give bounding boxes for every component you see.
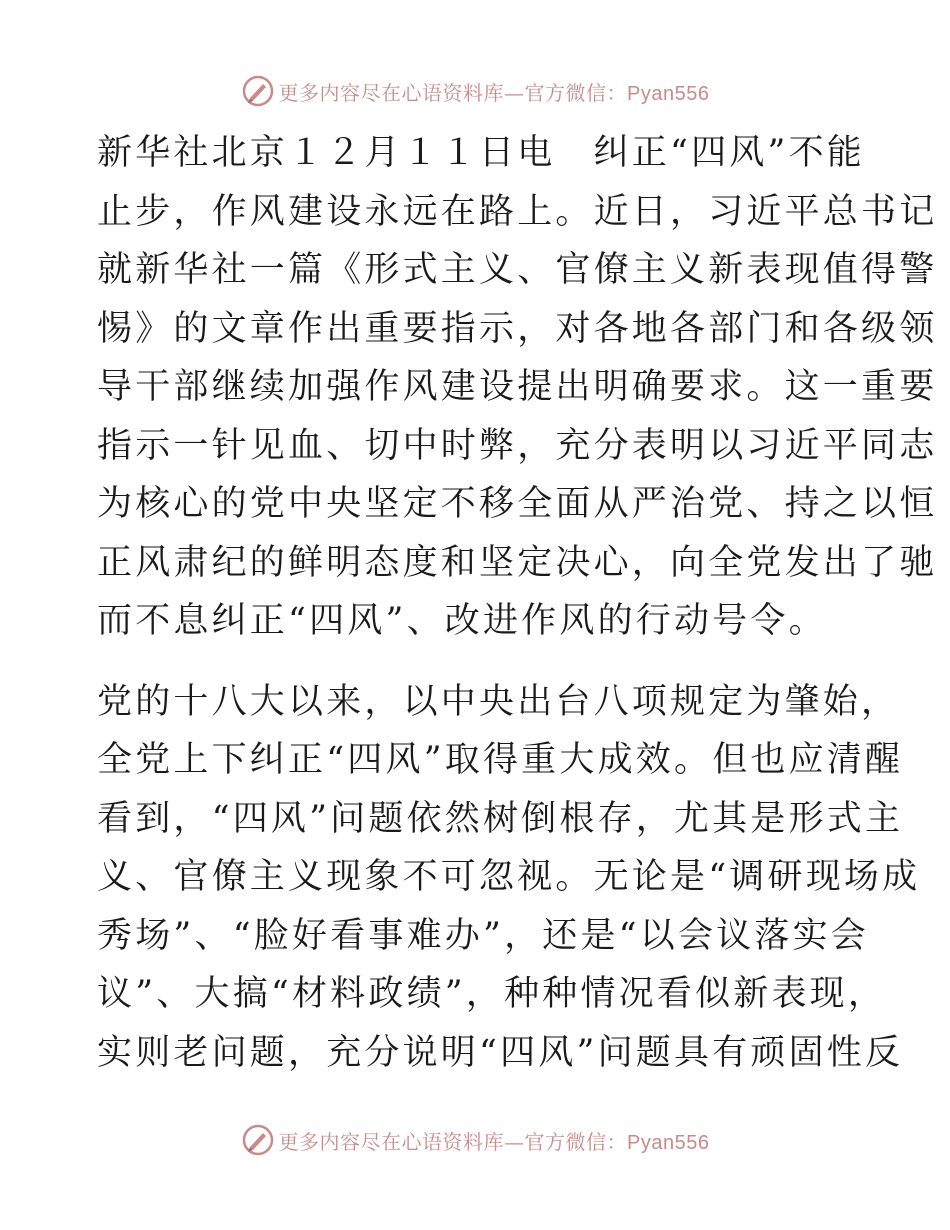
text-line: 实则老问题，充分说明“四风”问题具有顽固性反 <box>97 1032 904 1073</box>
text-line: 止步，作风建设永远在路上。近日，习近平总书记 <box>97 191 938 232</box>
text-line: 导干部继续加强作风建设提出明确要求。这一重要 <box>97 367 938 407</box>
text-line: 就新华社一篇《形式主义、官僚主义新表现值得警 <box>97 250 938 290</box>
text-line: 正风肃纪的鲜明态度和坚定决心，向全党发出了驰 <box>97 542 938 583</box>
text-line: 惕》的文章作出重要指示，对各地各部门和各级领 <box>97 308 938 349</box>
text-line: 秀场”、“脸好看事难办”，还是“以会议落实会 <box>97 915 869 956</box>
text-line: 为核心的党中央坚定不移全面从严治党、持之以恒 <box>97 484 938 524</box>
pen-logo-icon <box>241 1123 275 1157</box>
text-line: 义、官僚主义现象不可忽视。无论是“调研现场成 <box>97 857 921 897</box>
text-line: 新华社北京１２月１１日电 纠正“四风”不能 <box>97 133 865 173</box>
text-line: 党的十八大以来，以中央出台八项规定为肇始， <box>97 681 900 722</box>
watermark-text: 更多内容尽在心语资料库—官方微信：Pyan556 <box>278 1129 710 1154</box>
header-watermark <box>0 71 950 111</box>
text-line: 议”、大搞“材料政绩”，种种情况看似新表现， <box>97 974 887 1014</box>
text-line: 全党上下纠正“四风”取得重大成效。但也应清醒 <box>97 740 904 780</box>
document-body <box>97 124 938 1082</box>
text-line: 而不息纠正“四风”、改进作风的行动号令。 <box>97 601 827 641</box>
footer-watermark <box>0 1120 950 1160</box>
paragraph-2 <box>97 673 921 1083</box>
paragraph-1 <box>97 124 938 651</box>
text-line: 看到，“四风”问题依然树倒根存，尤其是形式主 <box>97 798 904 839</box>
watermark-text: 更多内容尽在心语资料库—官方微信：Pyan556 <box>278 80 710 105</box>
text-line: 指示一针见血、切中时弊，充分表明以习近平同志 <box>97 425 938 466</box>
pen-logo-icon <box>241 74 275 108</box>
